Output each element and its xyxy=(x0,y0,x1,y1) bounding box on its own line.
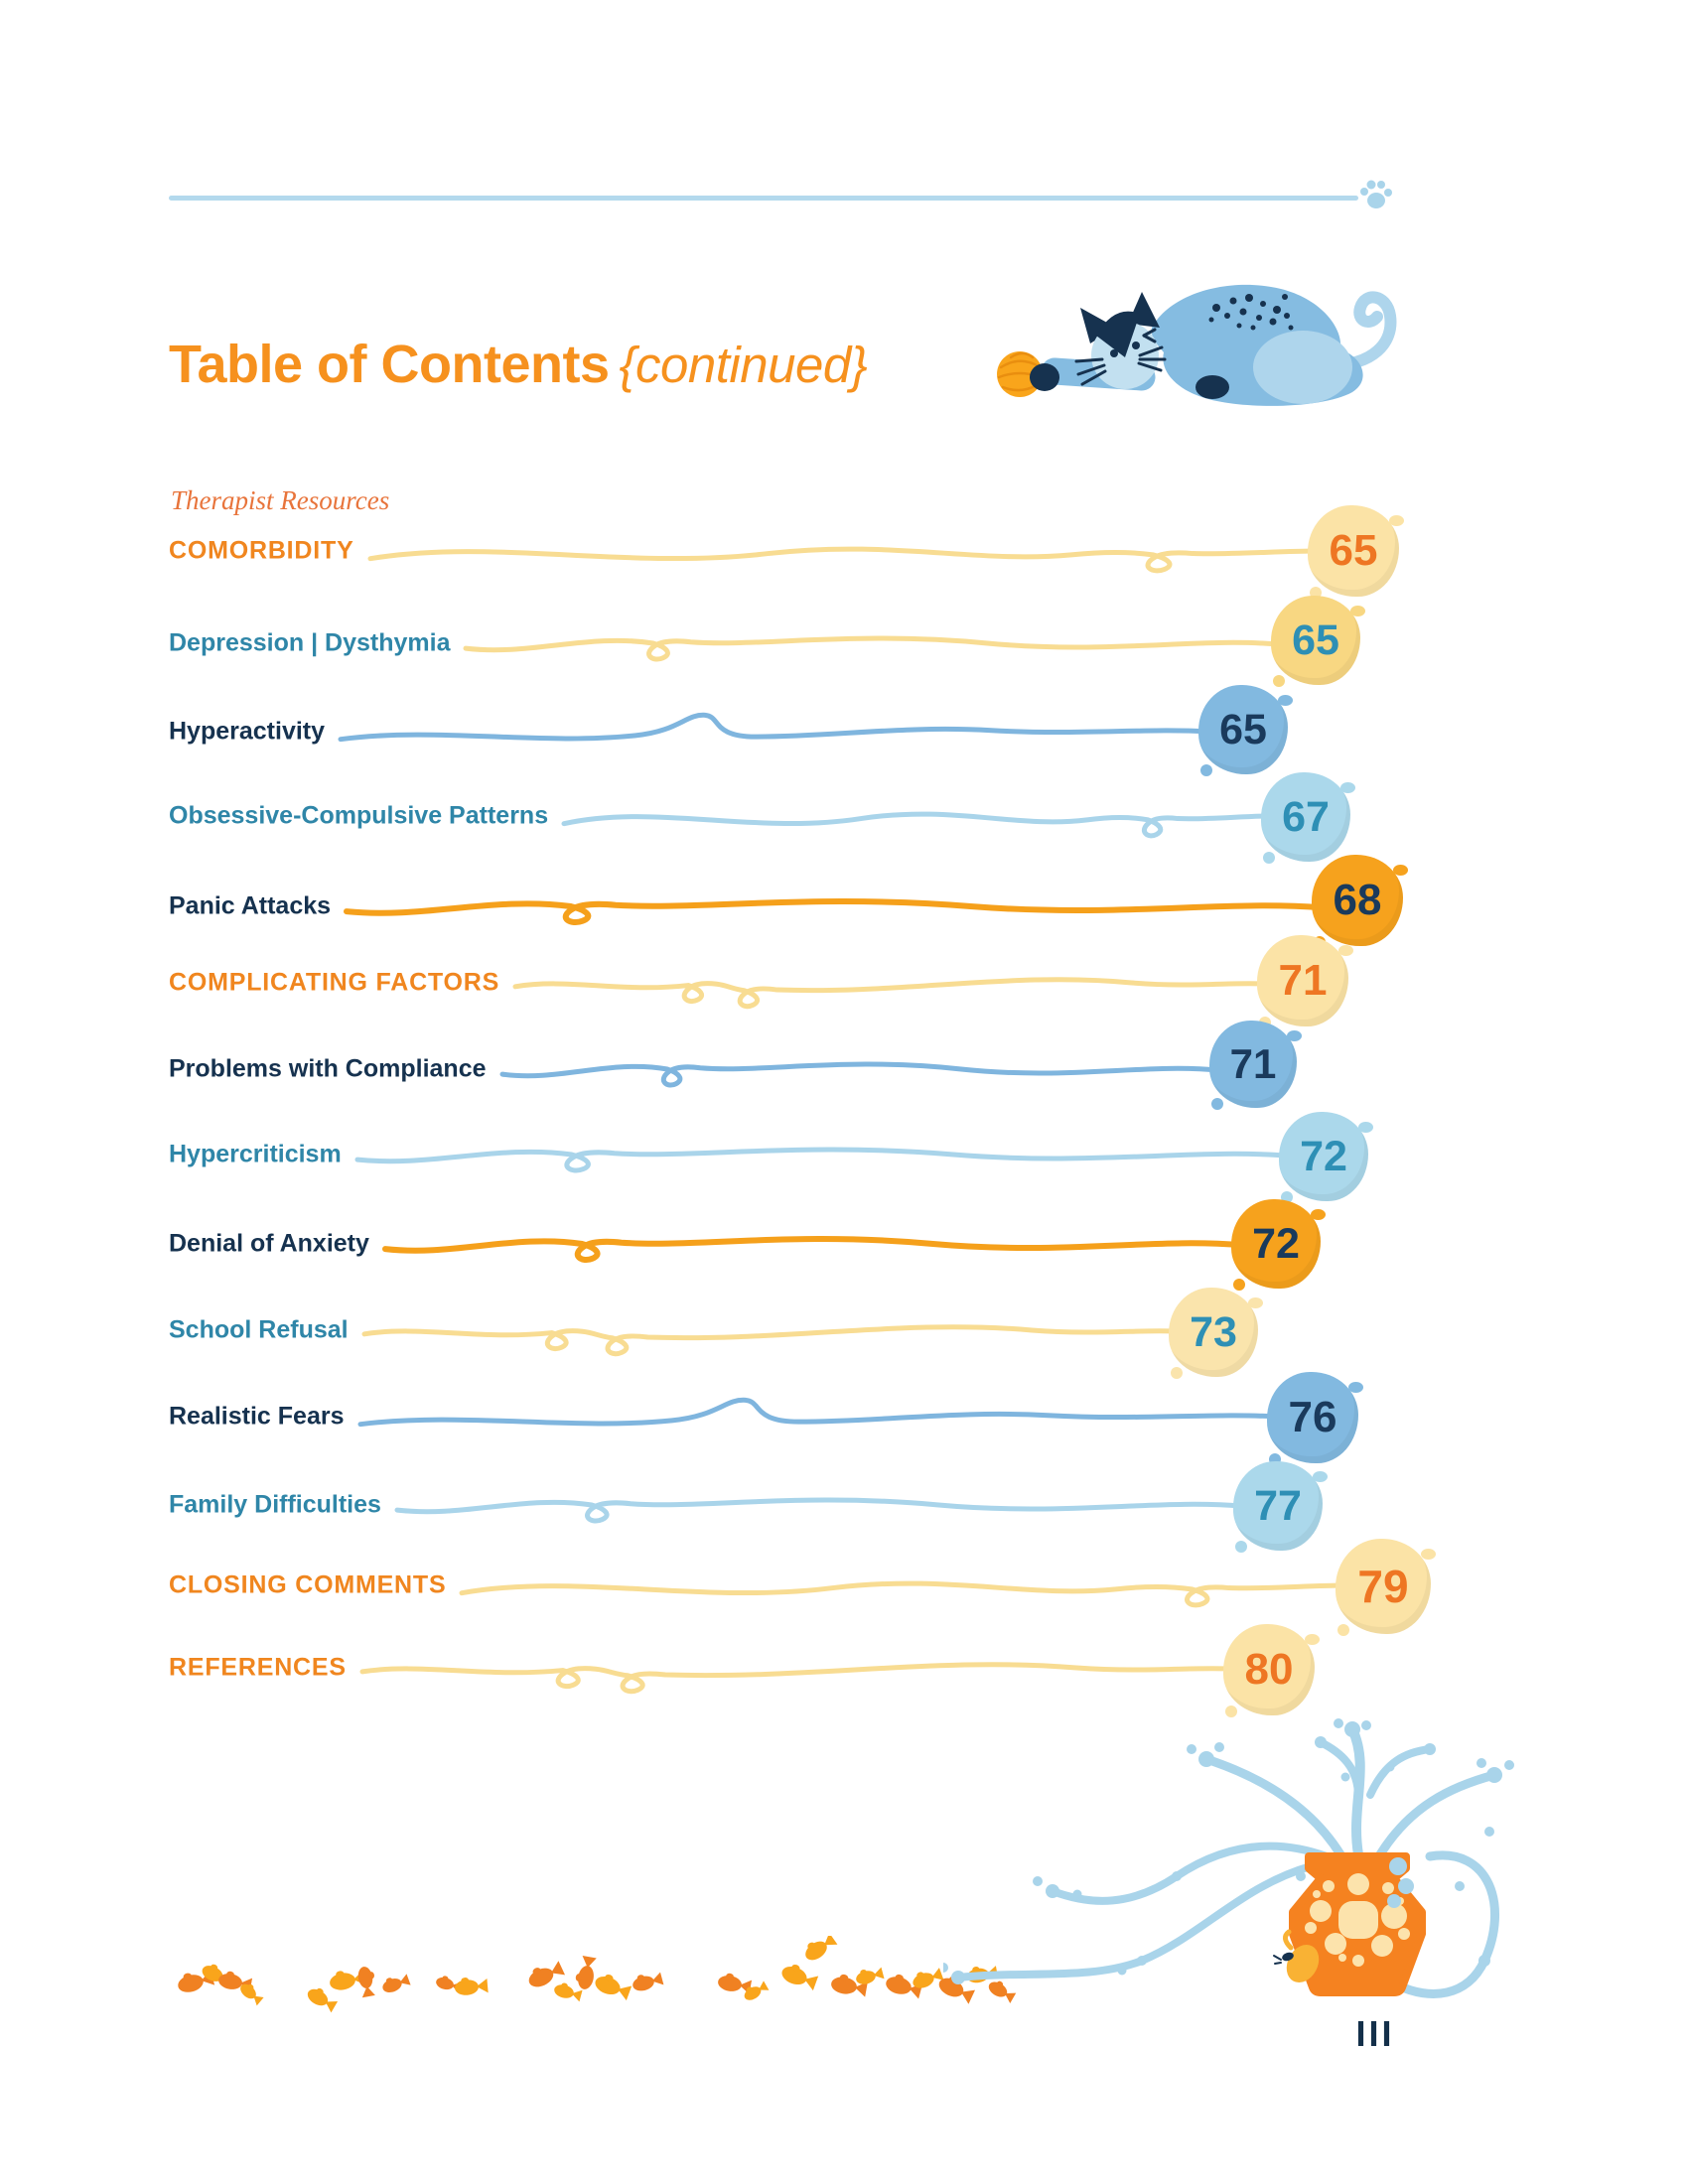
goldfish xyxy=(631,1970,664,1993)
yarn-line xyxy=(357,1123,1289,1186)
page-number-ball[interactable] xyxy=(1312,855,1403,946)
goldfish xyxy=(380,1972,411,1994)
yarn-line xyxy=(397,1473,1243,1537)
toc-row xyxy=(169,1554,1529,1617)
toc-row xyxy=(169,1636,1529,1700)
toc-page-number: 76 xyxy=(1288,1393,1337,1441)
toc-row xyxy=(169,1473,1529,1537)
toc-page-number: 65 xyxy=(1292,615,1339,664)
toc-entry-label[interactable]: Family Difficulties xyxy=(169,1490,381,1519)
yarn-line xyxy=(462,1554,1345,1617)
toc-row xyxy=(169,1212,1529,1276)
toc-entry-label[interactable]: Problems with Compliance xyxy=(169,1054,487,1083)
goldfish xyxy=(553,1980,584,2001)
toc-entry-label[interactable]: REFERENCES xyxy=(169,1653,347,1682)
toc-page-number: 65 xyxy=(1219,705,1267,753)
toc-row xyxy=(169,1123,1529,1186)
page-number-ball[interactable] xyxy=(1271,596,1360,685)
toc-page-number: 71 xyxy=(1229,1040,1277,1087)
page-number-ball[interactable] xyxy=(1267,1372,1358,1463)
toc-entry-label[interactable]: Panic Attacks xyxy=(169,891,332,920)
toc-entry-label[interactable]: Obsessive-Compulsive Patterns xyxy=(169,801,549,830)
page-number-ball[interactable] xyxy=(1336,1539,1431,1634)
toc-page-number: 73 xyxy=(1190,1307,1237,1356)
page-number: III xyxy=(1355,2013,1395,2054)
toc-row xyxy=(169,784,1529,848)
goldfish xyxy=(779,1961,819,1990)
toc-page-number: 67 xyxy=(1282,792,1330,841)
toc-page-number: 65 xyxy=(1329,526,1378,575)
page-number-ball[interactable] xyxy=(1308,505,1399,597)
page-number-ball[interactable] xyxy=(1223,1624,1315,1715)
toc-row xyxy=(169,519,1529,583)
toc-row xyxy=(169,875,1529,938)
toc-entry-label[interactable]: COMPLICATING FACTORS xyxy=(169,968,500,997)
toc-entry-label[interactable]: Depression | Dysthymia xyxy=(169,628,451,657)
page-number-ball[interactable] xyxy=(1209,1021,1297,1108)
yarn-line xyxy=(347,875,1322,938)
goldfish xyxy=(454,1976,489,1996)
toc-entry-label[interactable]: Realistic Fears xyxy=(169,1402,345,1431)
title-continued: {continued} xyxy=(619,337,868,393)
yarn-line xyxy=(564,784,1271,848)
page-number-ball[interactable] xyxy=(1169,1288,1258,1377)
toc-page-number: 72 xyxy=(1300,1132,1347,1180)
goldfish xyxy=(854,1965,885,1985)
yarn-line xyxy=(502,1037,1219,1101)
section-label: Therapist Resources xyxy=(171,485,390,515)
goldfish-row-illustration xyxy=(169,1936,1023,2015)
toc-page-number: 68 xyxy=(1333,876,1382,924)
yarn-line xyxy=(466,612,1281,675)
toc-entry-label[interactable]: Hypercriticism xyxy=(169,1140,342,1168)
fishbowl-illustration xyxy=(943,1717,1589,2015)
toc-entry-label[interactable]: Denial of Anxiety xyxy=(169,1229,369,1258)
toc-row xyxy=(169,951,1529,1015)
yarn-line xyxy=(360,1385,1277,1448)
page-number-ball[interactable] xyxy=(1261,772,1350,862)
yarn-line xyxy=(385,1212,1241,1276)
toc-page-number: 79 xyxy=(1357,1561,1409,1612)
toc-page-number: 71 xyxy=(1278,956,1328,1005)
toc-row xyxy=(169,1385,1529,1448)
yarn-line xyxy=(364,1298,1179,1362)
toc-entry-label[interactable]: COMORBIDITY xyxy=(169,536,354,565)
yarn-line xyxy=(515,951,1267,1015)
goldfish xyxy=(356,1966,377,1998)
toc-row xyxy=(169,1298,1529,1362)
cat-paw xyxy=(1030,363,1059,391)
cat-illustration xyxy=(968,256,1415,430)
paw-print-icon xyxy=(1358,177,1394,212)
yarn-line xyxy=(362,1636,1233,1700)
goldfish xyxy=(741,1979,769,2003)
toc-entry-label[interactable]: Hyperactivity xyxy=(169,717,326,746)
toc-row xyxy=(169,700,1529,763)
page-number-ball[interactable] xyxy=(1231,1199,1321,1289)
toc-entry-label[interactable]: CLOSING COMMENTS xyxy=(169,1570,447,1599)
toc-page-number: 72 xyxy=(1252,1219,1300,1268)
page-number-ball[interactable] xyxy=(1279,1112,1368,1201)
top-divider-rule xyxy=(169,196,1358,201)
toc-page-number: 80 xyxy=(1244,1645,1294,1694)
goldfish xyxy=(574,1955,597,1990)
yarn-line xyxy=(341,700,1208,763)
goldfish xyxy=(800,1936,837,1964)
goldfish xyxy=(593,1971,633,2000)
toc-row xyxy=(169,612,1529,675)
yarn-line xyxy=(370,519,1318,583)
page-title xyxy=(169,334,867,395)
page-number-ball[interactable] xyxy=(1257,935,1348,1026)
cat-hind xyxy=(1253,331,1352,404)
toc-row xyxy=(169,1037,1529,1101)
title-main: Table of Contents xyxy=(169,335,610,394)
page-number-ball[interactable] xyxy=(1233,1461,1323,1551)
toc-entry-label[interactable]: School Refusal xyxy=(169,1315,349,1344)
page-number-ball[interactable] xyxy=(1198,685,1288,774)
cat-hind-paw xyxy=(1196,375,1229,399)
toc-page-number: 77 xyxy=(1254,1481,1302,1530)
